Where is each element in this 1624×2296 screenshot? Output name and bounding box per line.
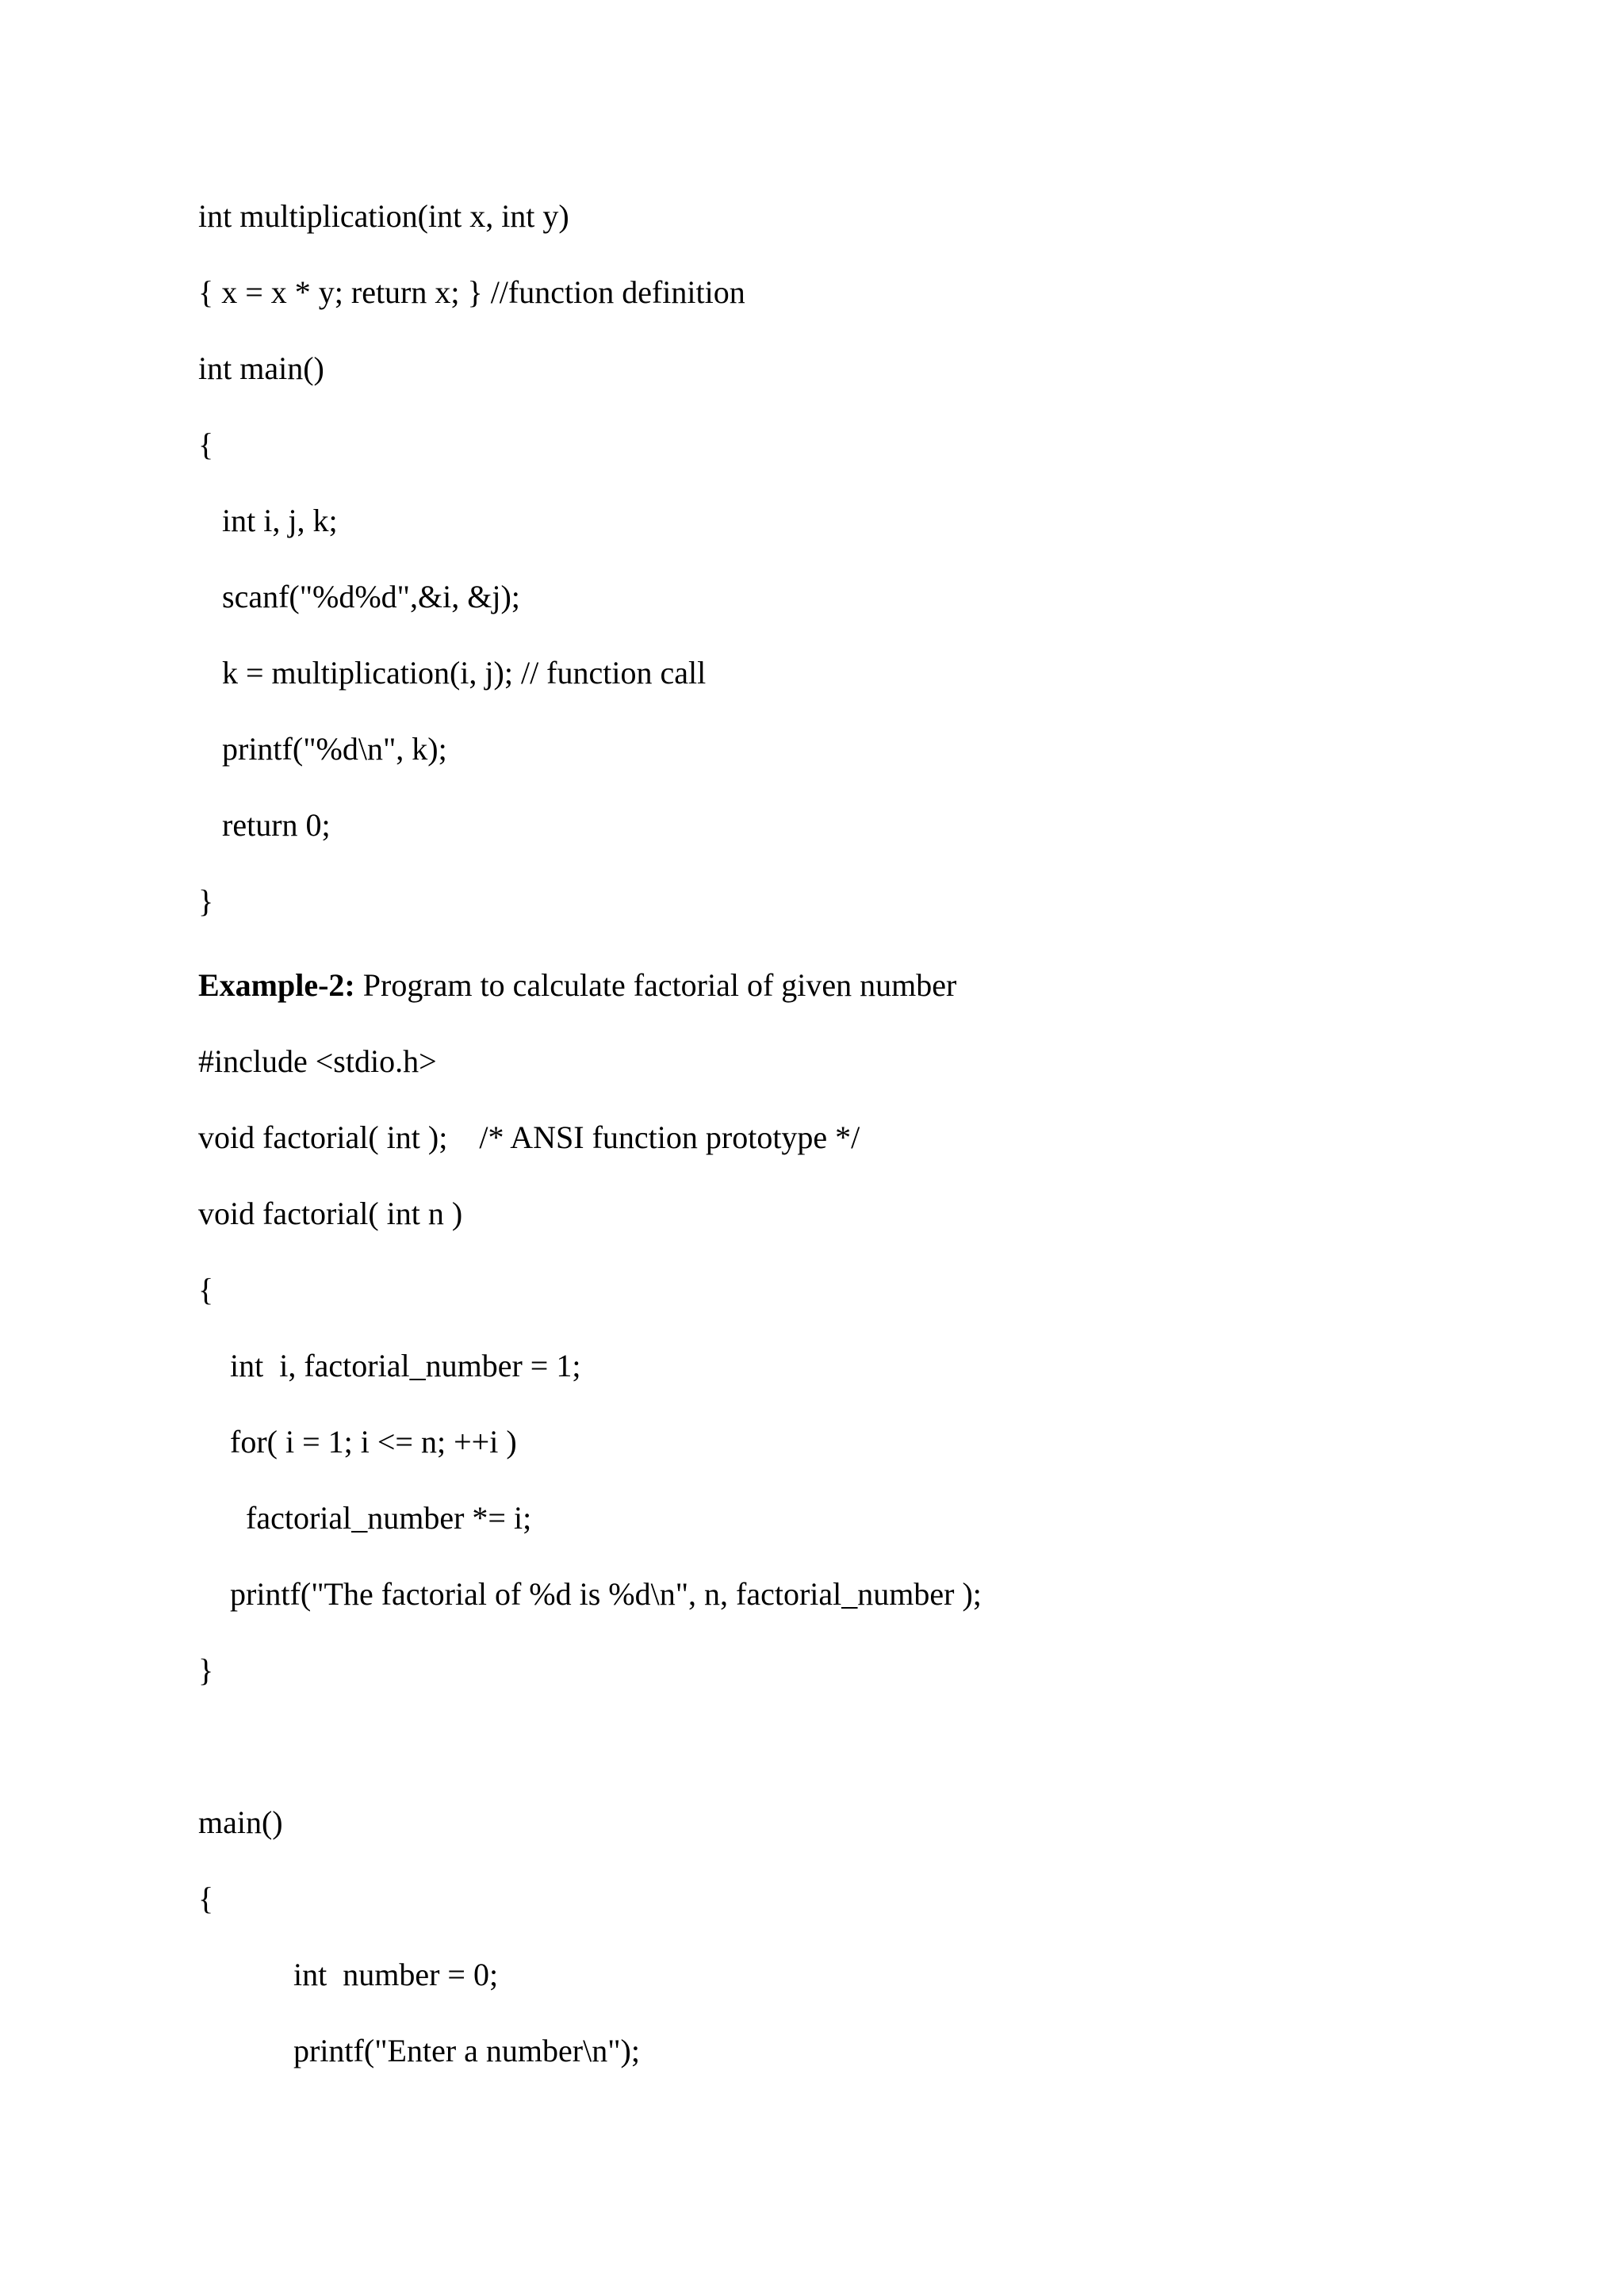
code-line: printf("The factorial of %d is %d\n", n, factorial_number ); bbox=[198, 1576, 982, 1612]
example-description: Program to calculate factorial of given number bbox=[354, 967, 957, 1003]
code-line: int main() bbox=[198, 350, 324, 386]
code-line: } bbox=[198, 883, 214, 919]
code-line: k = multiplication(i, j); // function call bbox=[198, 655, 707, 691]
code-line: { bbox=[198, 427, 214, 462]
example-heading bbox=[198, 962, 956, 1009]
code-line: return 0; bbox=[198, 807, 331, 843]
code-line: { bbox=[198, 1272, 214, 1307]
code-line: scanf("%d%d",&i, &j); bbox=[198, 579, 520, 614]
code-line: } bbox=[198, 1652, 214, 1688]
example-label: Example-2: bbox=[198, 967, 355, 1003]
code-line: #include <stdio.h> bbox=[198, 1043, 437, 1079]
code-line: for( i = 1; i <= n; ++i ) bbox=[198, 1424, 517, 1460]
code-line: int multiplication(int x, int y) bbox=[198, 198, 569, 234]
code-line: int i, j, k; bbox=[198, 503, 338, 538]
code-line: printf("%d\n", k); bbox=[198, 731, 447, 767]
code-line: factorial_number *= i; bbox=[198, 1500, 532, 1536]
code-line: main() bbox=[198, 1804, 283, 1840]
code-line: { x = x * y; return x; } //function definition bbox=[198, 274, 745, 310]
code-line: int i, factorial_number = 1; bbox=[198, 1348, 581, 1383]
code-line: void factorial( int ); /* ANSI function prototype */ bbox=[198, 1119, 860, 1155]
code-line: printf("Enter a number\n"); bbox=[198, 2033, 640, 2068]
code-line: { bbox=[198, 1881, 214, 1916]
code-line: int number = 0; bbox=[198, 1957, 499, 1992]
code-line: void factorial( int n ) bbox=[198, 1196, 463, 1231]
